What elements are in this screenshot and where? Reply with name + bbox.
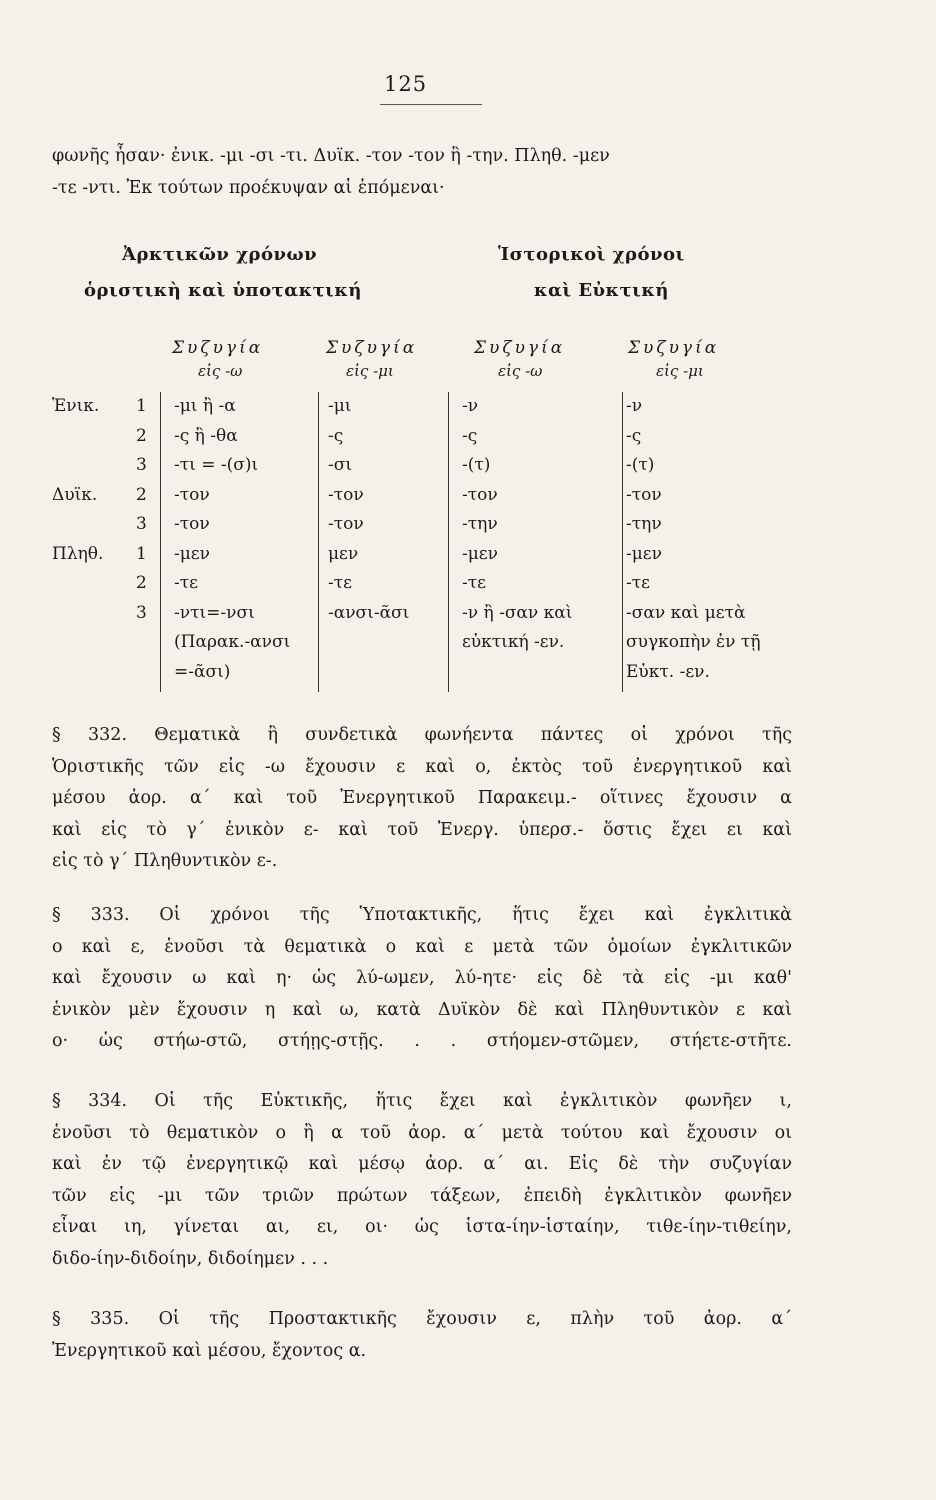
ending-cell: -ν (626, 396, 643, 416)
ending-cell: -σι (328, 455, 353, 475)
ending-cell: -μι (328, 396, 352, 416)
heading-left-line2: ὁριστικὴ καὶ ὑποτακτική (84, 280, 362, 301)
row-person: 3 (136, 455, 147, 475)
ending-cell: εὐκτική -εν. (462, 632, 565, 652)
ending-cell: -τε (328, 573, 352, 593)
ending-cell: Εὐκτ. -εν. (626, 661, 710, 682)
paragraph-line: καὶ εἰς τὸ γ´ ἑνικὸν ε- καὶ τοῦ Ἐνεργ. ὑπερσ.- ὅστις ἔχει ει καὶ (52, 819, 792, 840)
page-number: 125 (384, 72, 428, 96)
ending-cell: -τον (328, 484, 364, 505)
paragraph-line: μέσου ἀορ. α´ καὶ τοῦ Ἐνεργητικοῦ Παρακειμ.- οἵτινες ἔχουσιν α (52, 788, 792, 808)
paragraph-335 (52, 1304, 792, 1367)
heading-right-line2: καὶ Εὐκτική (534, 280, 669, 301)
table-divider (448, 392, 449, 692)
ending-cell: -τε (626, 573, 650, 593)
ending-cell: μεν (328, 543, 359, 564)
ending-cell: -σαν καὶ μετὰ (626, 602, 746, 623)
paragraph-line: ἑνοῦσι τὸ θεματικὸν ο ἢ α τοῦ ἀορ. α´ μετὰ τούτου καὶ ἔχουσιν οι (52, 1122, 792, 1143)
ending-cell: -ν ἢ -σαν καὶ (462, 602, 573, 623)
paragraph-line: ἑνικὸν μὲν ἔχουσιν η καὶ ω, κατὰ Δυϊκὸν δὲ καὶ Πληθυντικὸν ε καὶ (52, 999, 792, 1020)
table-divider (160, 392, 161, 692)
ending-cell: -(τ) (626, 455, 655, 475)
paragraph-line: Ἐνεργητικοῦ καὶ μέσου, ἔχοντος α. (52, 1340, 367, 1361)
paragraph-333 (52, 900, 792, 1058)
column-subtitle: εἰς -ω (198, 362, 243, 380)
paragraph-line: § 335. Οἱ τῆς Προστακτικῆς ἔχουσιν ε, πλὴν τοῦ ἀορ. α´ (52, 1309, 792, 1329)
paragraph-line: τῶν εἰς -μι τῶν τριῶν πρώτων τάξεων, ἐπειδὴ ἐγκλιτικὸν φωνῆεν (52, 1185, 792, 1206)
row-person: 2 (136, 484, 147, 505)
ending-cell: -ς (328, 425, 344, 446)
ending-cell: συγκοπὴν ἐν τῇ (626, 632, 761, 652)
row-label: Ἑνικ. (52, 396, 100, 416)
row-person: 2 (136, 425, 147, 446)
row-label: Δυϊκ. (52, 484, 98, 505)
table-divider (622, 392, 623, 692)
paragraph-line: ο καὶ ε, ἑνοῦσι τὰ θεματικὰ ο καὶ ε μετὰ τῶν ὁμοίων ἐγκλιτικῶν (52, 936, 792, 957)
column-subtitle: εἰς -μι (346, 362, 394, 380)
paragraph-line: Ὁριστικῆς τῶν εἰς -ω ἔχουσιν ε καὶ ο, ἐκτὸς τοῦ ἐνεργητικοῦ καὶ (52, 756, 792, 777)
paragraph-line: ο· ὡς στήω-στῶ, στήῃς-στῇς. . . στήομεν-στῶμεν, στήετε-στῆτε. (52, 1031, 792, 1051)
page-number-rule (380, 104, 482, 105)
paragraph-334 (52, 1086, 792, 1275)
heading-right-line1: Ἱστορικοὶ χρόνοι (498, 244, 685, 265)
ending-cell: -τε (462, 573, 486, 593)
ending-cell: -ς ἢ -θα (174, 425, 238, 446)
ending-cell: -μεν (174, 543, 210, 564)
ending-cell: -τον (174, 484, 210, 505)
ending-cell: -τον (626, 484, 662, 505)
ending-cell: -την (462, 514, 498, 534)
row-label: Πληθ. (52, 543, 104, 564)
row-person: 1 (136, 543, 147, 564)
ending-cell: -μι ἢ -α (174, 396, 236, 416)
ending-cell: -μεν (462, 543, 498, 564)
row-person: 3 (136, 602, 147, 623)
intro-line: -τε -ντι. Ἐκ τούτων προέκυψαν αἱ ἑπόμεναι· (52, 178, 445, 198)
paragraph-332 (52, 720, 792, 878)
intro-line: φωνῆς ἦσαν· ἐνικ. -μι -σι -τι. Δυϊκ. -τον -τον ἢ -την. Πληθ. -μεν (52, 146, 610, 166)
paragraph-line: καὶ ἔχουσιν ω καὶ η· ὡς λύ-ωμεν, λύ-ητε· εἰς δὲ τὰ εἰς -μι καθ' (52, 968, 792, 988)
ending-cell: -ς (462, 425, 478, 446)
ending-cell: -τον (174, 514, 210, 534)
paragraph-line: καὶ ἐν τῷ ἐνεργητικῷ καὶ μέσῳ ἀορ. α´ αι. Εἰς δὲ τὴν συζυγίαν (52, 1154, 792, 1174)
row-person: 3 (136, 514, 147, 534)
column-title: Συζυγία (628, 338, 720, 358)
ending-cell: -τον (462, 484, 498, 505)
ending-cell: -μεν (626, 543, 662, 564)
paragraph-line: διδο-ίην-διδοίην, διδοίημεν . . . (52, 1248, 329, 1269)
ending-cell: -τον (328, 514, 364, 534)
ending-cell: -ντι=-νσι (174, 602, 255, 623)
column-title: Συζυγία (326, 338, 418, 358)
column-title: Συζυγία (172, 338, 264, 358)
ending-cell: (Παρακ.-ανσι (174, 632, 291, 652)
paragraph-line: § 333. Οἱ χρόνοι τῆς Ὑποτακτικῆς, ἥτις ἔχει καὶ ἐγκλιτικὰ (52, 905, 792, 925)
ending-cell: -την (626, 514, 662, 534)
ending-cell: -ς (626, 425, 642, 446)
column-subtitle: εἰς -ω (498, 362, 543, 380)
ending-cell: -ν (462, 396, 479, 416)
paragraph-line: εἰς τὸ γ´ Πληθυντικὸν ε-. (52, 851, 278, 871)
paragraph-line: εἶναι ιη, γίνεται αι, ει, οι· ὡς ἱστα-ίην-ἱσταίην, τιθε-ίην-τιθείην, (52, 1217, 792, 1237)
ending-cell: -ανσι-ᾶσι (328, 602, 410, 623)
ending-cell: -(τ) (462, 455, 491, 475)
row-person: 2 (136, 573, 147, 593)
paragraph-line: § 332. Θεματικὰ ἢ συνδετικὰ φωνήεντα πάντες οἱ χρόνοι τῆς (52, 725, 792, 745)
column-title: Συζυγία (474, 338, 566, 358)
paragraph-line: § 334. Οἱ τῆς Εὐκτικῆς, ἥτις ἔχει καὶ ἐγκλιτικὸν φωνῆεν ι, (52, 1091, 792, 1111)
table-divider (318, 392, 319, 692)
column-subtitle: εἰς -μι (656, 362, 704, 380)
ending-cell: -τε (174, 573, 198, 593)
ending-cell: -τι = -(σ)ι (174, 455, 259, 475)
row-person: 1 (136, 396, 147, 416)
ending-cell: =-ᾶσι) (174, 661, 231, 682)
heading-left-line1: Ἀρκτικῶν χρόνων (122, 244, 318, 265)
